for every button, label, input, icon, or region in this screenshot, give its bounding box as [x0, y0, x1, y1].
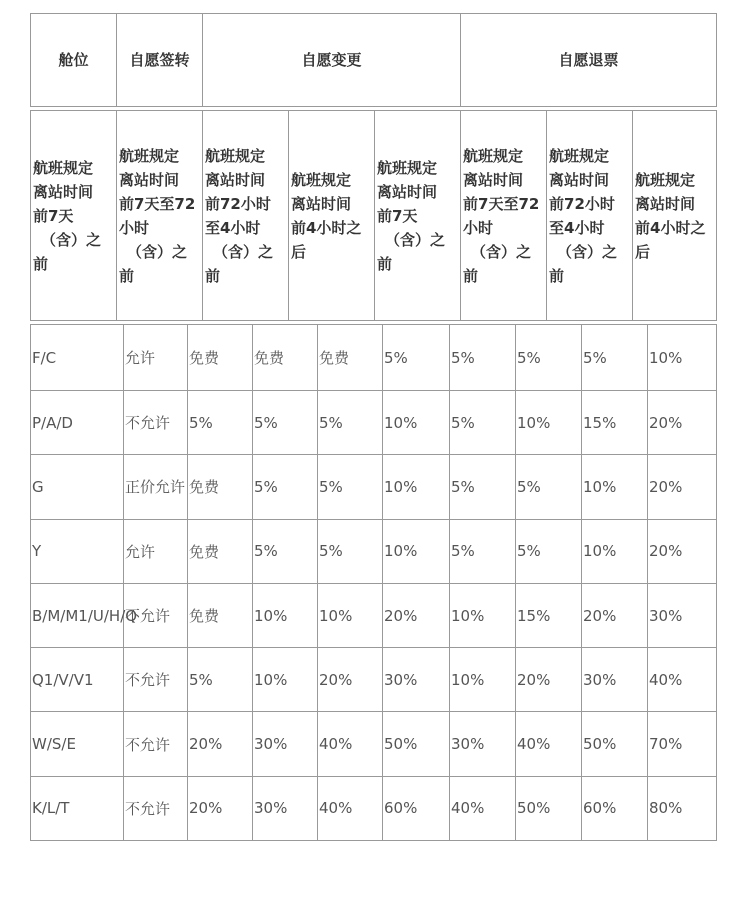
subheader-line: （含）之 — [127, 242, 188, 261]
cell-endorse: 正价允许 — [124, 455, 188, 519]
table-row — [31, 391, 717, 455]
cell-fee: 40% — [318, 712, 383, 776]
cell-endorse: 不允许 — [124, 712, 188, 776]
cell-fee: 40% — [648, 648, 717, 712]
subheader-line: 后 — [635, 242, 651, 261]
fee-table-body — [30, 324, 717, 841]
cell-fee: 20% — [582, 583, 648, 647]
cell-fee: 10% — [253, 648, 318, 712]
cell-endorse: 不允许 — [124, 583, 188, 647]
subheader-refund-7d — [375, 111, 461, 321]
subheader-line: 前 — [549, 266, 565, 285]
subheader-line: 前 — [463, 266, 479, 285]
cell-fee: 5% — [450, 325, 516, 391]
subheader-refund-after — [633, 111, 717, 321]
subheader-line: 航班规定 — [119, 146, 180, 165]
table-row — [31, 648, 717, 712]
cell-fee: 60% — [383, 776, 450, 840]
subheader-line: 后 — [291, 242, 307, 261]
cell-cabin: G — [31, 455, 124, 519]
header-endorse: 自愿签转 — [117, 14, 203, 107]
cell-endorse: 允许 — [124, 325, 188, 391]
cell-fee: 40% — [516, 712, 582, 776]
header-change: 自愿变更 — [203, 14, 461, 107]
cell-fee: 5% — [450, 391, 516, 455]
cell-fee: 50% — [383, 712, 450, 776]
cell-fee: 5% — [188, 391, 253, 455]
fee-table-header — [30, 13, 717, 321]
cell-fee: 5% — [450, 455, 516, 519]
subheader-line: 前4小时之 — [635, 218, 706, 237]
cell-fee: 免费 — [188, 325, 253, 391]
cell-fee: 70% — [648, 712, 717, 776]
cell-fee: 10% — [450, 583, 516, 647]
cell-fee: 10% — [383, 391, 450, 455]
subheader-line: （含）之 — [213, 242, 274, 261]
cell-cabin: P/A/D — [31, 391, 124, 455]
cell-cabin: F/C — [31, 325, 124, 391]
subheader-line: 离站时间 — [377, 182, 438, 201]
cell-fee: 40% — [318, 776, 383, 840]
cell-fee: 10% — [516, 391, 582, 455]
subheader-line: 离站时间 — [33, 182, 94, 201]
subheader-line: 航班规定 — [635, 170, 696, 189]
cell-fee: 5% — [253, 519, 318, 583]
cell-fee: 5% — [383, 325, 450, 391]
subheader-line: 航班规定 — [549, 146, 610, 165]
cell-fee: 5% — [318, 455, 383, 519]
cell-fee: 免费 — [188, 455, 253, 519]
cell-cabin: Q1/V/V1 — [31, 648, 124, 712]
cell-fee: 10% — [253, 583, 318, 647]
cell-endorse: 不允许 — [124, 391, 188, 455]
subheader-line: 前 — [377, 254, 393, 273]
subheader-line: 前 — [205, 266, 221, 285]
subheader-line: 前7天 — [377, 206, 418, 225]
cell-fee: 5% — [516, 519, 582, 583]
cell-fee: 30% — [450, 712, 516, 776]
subheader-line: （含）之 — [41, 230, 102, 249]
cell-fee: 5% — [253, 455, 318, 519]
subheader-line: 前72小时 — [549, 194, 615, 213]
subheader-line: 前 — [33, 254, 49, 273]
table-row — [31, 519, 717, 583]
subheader-line: 离站时间 — [291, 194, 352, 213]
cell-fee: 20% — [648, 455, 717, 519]
cell-fee: 5% — [582, 325, 648, 391]
subheader-line: 航班规定 — [463, 146, 524, 165]
cell-fee: 20% — [648, 519, 717, 583]
table-row — [31, 325, 717, 391]
subheader-change-72h — [117, 111, 203, 321]
cell-fee: 20% — [383, 583, 450, 647]
subheader-line: 航班规定 — [205, 146, 266, 165]
cell-fee: 5% — [253, 391, 318, 455]
cell-fee: 5% — [188, 648, 253, 712]
cell-fee: 20% — [188, 776, 253, 840]
cell-fee: 30% — [253, 776, 318, 840]
table-row — [31, 583, 717, 647]
subheader-line: 航班规定 — [33, 158, 94, 177]
cell-fee: 免费 — [318, 325, 383, 391]
subheader-refund-72h — [461, 111, 547, 321]
cell-fee: 30% — [383, 648, 450, 712]
cell-fee: 5% — [318, 519, 383, 583]
subheader-line: 离站时间 — [549, 170, 610, 189]
table-row — [31, 776, 717, 840]
cell-fee: 40% — [450, 776, 516, 840]
cell-fee: 30% — [648, 583, 717, 647]
header-refund: 自愿退票 — [461, 14, 717, 107]
subheader-line: 至4小时 — [205, 218, 261, 237]
cell-endorse: 允许 — [124, 519, 188, 583]
cell-fee: 15% — [516, 583, 582, 647]
cell-fee: 5% — [516, 325, 582, 391]
subheader-line: （含）之 — [385, 230, 446, 249]
subheader-line: （含）之 — [557, 242, 618, 261]
subheader-line: 前7天至72 — [463, 194, 540, 213]
header-cabin: 舱位 — [31, 14, 117, 107]
cell-fee: 50% — [582, 712, 648, 776]
subheader-line: 离站时间 — [205, 170, 266, 189]
cell-endorse: 不允许 — [124, 776, 188, 840]
cell-cabin: B/M/M1/U/H/Q — [31, 583, 124, 647]
cell-fee: 10% — [318, 583, 383, 647]
subheader-line: 离站时间 — [635, 194, 696, 213]
subheader-change-after — [289, 111, 375, 321]
cell-fee: 10% — [582, 455, 648, 519]
cell-fee: 10% — [648, 325, 717, 391]
cell-cabin: W/S/E — [31, 712, 124, 776]
cell-fee: 30% — [582, 648, 648, 712]
cell-fee: 80% — [648, 776, 717, 840]
subheader-refund-4h — [547, 111, 633, 321]
cell-fee: 5% — [516, 455, 582, 519]
cell-fee: 免费 — [253, 325, 318, 391]
subheader-line: 至4小时 — [549, 218, 605, 237]
subheader-line: 离站时间 — [119, 170, 180, 189]
fee-table-container — [30, 13, 716, 841]
cell-fee: 15% — [582, 391, 648, 455]
table-row — [31, 455, 717, 519]
cell-cabin: Y — [31, 519, 124, 583]
cell-cabin: K/L/T — [31, 776, 124, 840]
subheader-line: （含）之 — [471, 242, 532, 261]
table-row — [31, 712, 717, 776]
cell-fee: 20% — [516, 648, 582, 712]
cell-fee: 5% — [450, 519, 516, 583]
cell-fee: 10% — [450, 648, 516, 712]
subheader-line: 前4小时之 — [291, 218, 362, 237]
subheader-line: 航班规定 — [377, 158, 438, 177]
subheader-line: 前72小时 — [205, 194, 271, 213]
subheader-line: 离站时间 — [463, 170, 524, 189]
cell-endorse: 不允许 — [124, 648, 188, 712]
cell-fee: 20% — [648, 391, 717, 455]
cell-fee: 10% — [383, 455, 450, 519]
cell-fee: 60% — [582, 776, 648, 840]
cell-fee: 10% — [582, 519, 648, 583]
subheader-line: 前7天 — [33, 206, 74, 225]
subheader-line: 航班规定 — [291, 170, 352, 189]
cell-fee: 50% — [516, 776, 582, 840]
subheader-change-4h — [203, 111, 289, 321]
cell-fee: 免费 — [188, 583, 253, 647]
subheader-line: 小时 — [463, 218, 494, 237]
cell-fee: 30% — [253, 712, 318, 776]
cell-fee: 10% — [383, 519, 450, 583]
subheader-line: 前 — [119, 266, 135, 285]
cell-fee: 免费 — [188, 519, 253, 583]
cell-fee: 20% — [188, 712, 253, 776]
cell-fee: 20% — [318, 648, 383, 712]
subheader-change-7d — [31, 111, 117, 321]
subheader-line: 前7天至72 — [119, 194, 196, 213]
subheader-line: 小时 — [119, 218, 150, 237]
cell-fee: 5% — [318, 391, 383, 455]
